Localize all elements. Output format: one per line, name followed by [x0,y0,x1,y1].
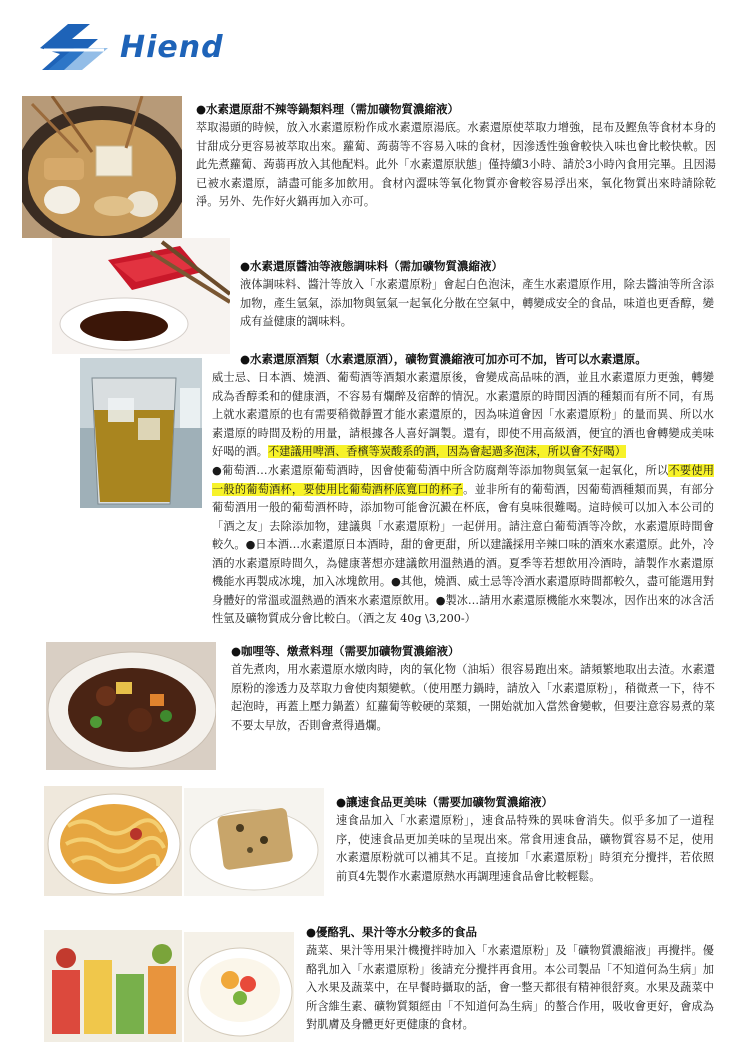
oden-pot-image [22,96,182,238]
section-body-stew: 首先煮肉，用水素還原水燉肉時，肉的氧化物（油垢）很容易跑出來。請頻繁地取出去渣。水素還原粉的滲透力及萃取力會使肉類變軟。（使用壓力鍋時，請放入「水素還原粉」，稍微煮一下，待不起泡時，再蓋上壓力鍋蓋）紅蘿蔔等較硬的菜類，一開始就加入當然會變軟，但要注意容易煮的菜不要太早放，否則會煮得過爛。 [231,663,715,732]
section-title-oden: ●水素還原甜不辣等鍋類料理（需加礦物質濃縮液） [196,102,460,116]
section-title-instant-food: ●讓速食品更美味（需要加礦物質濃縮液） [336,795,554,809]
hiend-logo [34,20,254,80]
alcohol-highlight-carbonated: 不建議用啤酒、香檳等炭酸系的酒，因為會起過多泡沫，所以會不好喝） [267,445,626,458]
yogurt-fruit-image [184,932,294,1042]
brand-name: Hiend [120,30,224,65]
sashimi-soy-sauce-image [52,238,230,354]
section-body-yogurt-juice: 蔬菜、果汁等用果汁機攪拌時加入「水素還原粉」及「礦物質濃縮液」再攪拌。優酪乳加入「水素還原粉」後請充分攪拌再食用。本公司製品「不知道何為生病」加入水果及蔬菜中，在早餐時攝取的話，會一整天都很有精神很舒爽。水果及蔬菜中所含維生素、礦物質類經由「不知道何為生病」的螯合作用，吸收會更好，會成為對肌膚及身體更好更健康的食材。 [306,944,714,1031]
stew-bowl-image [46,642,216,770]
alcohol-text-2: ●葡萄酒…水素還原葡萄酒時，因會使葡萄酒中所含防腐劑等添加物與氫氣一起氧化，所以 [212,464,669,477]
alcohol-highlight-wine-glass: 不要使用一般的葡萄酒杯，要使用比葡萄酒杯底寬口的杯子 [212,464,714,496]
alcohol-text-3: 。並非所有的葡萄酒，因葡萄酒種類而異，有部分葡萄酒用一般的葡萄酒杯時，添加物可能會沉澱在杯底，會有臭味很難喝。這時候可以加入本公司的「酒之友」去除添加物，建議與「水素還原粉」一起併用。請注意白葡萄酒等冷飲，水素還原時間會較久。●日本酒…水素還原日本酒時，甜的會更甜，所以建議採用辛辣口味的酒來水素還原。此外，冷酒的水素還原時間久，為健康著想亦建議飲用溫熱過的酒。夏季等若想飲用冷酒時，請製作水素還原機能水再製成冰塊，加入冰塊飲用。●其他，燒酒、威士忌等冷酒水素還原時間都較久，盡可能選用對身體好的常溫或溫熱過的酒來水素還原飲用。●製冰…請用水素還原機能水來製冰，因作出來的冰含活性氫及礦物質成分會比較白。（酒之友 40g \3,200-） [212,482,715,625]
section-body-alcohol-continued [212,462,714,629]
instant-food-block-image [184,788,324,896]
section-title-soy-sauce: ●水素還原醬油等液態調味料（需加礦物質濃縮液） [240,259,504,273]
section-title-yogurt-juice: ●優酪乳、果汁等水分較多的食品 [306,925,478,939]
section-body-alcohol [212,369,714,462]
section-body-soy-sauce: 液体調味料、醬汁等放入「水素還原粉」會起白色泡沫，產生水素還原作用，除去醬油等所含添加物，產生氫氣，添加物與氫氣一起氧化分散在空氣中，轉變成安全的食品，味道也更香醇，變成有益健康的調味料。 [240,278,714,328]
instant-noodles-image [44,786,182,896]
hiend-logo-mark [34,20,114,78]
section-title-stew: ●咖哩等、燉煮料理（需要加礦物質濃縮液） [231,644,460,658]
juices-image [44,930,182,1042]
section-body-oden: 萃取湯頭的時候，放入水素還原粉作成水素還原湯底。水素還原使萃取力增強，昆布及鰹魚等食材本身的甘甜成分更容易被萃取出來。蘿蔔、蒟蒻等不容易入味的食材，因滲透性強會較快入味也會比較快軟。因此先煮蘿蔔、蒟蒻再放入其他配料。此外「水素還原狀態」僅持續3小時、請於3小時內食用完畢。且因湯已被水素還原，請盡可能多加飲用。食材內澀味等氧化物質亦會較容易浮出來，氧化物質出來時請除乾淨。另外、先作好火鍋再加入亦可。 [196,121,716,208]
alcohol-text-1: 威士忌、日本酒、燒酒、葡萄酒等酒類水素還原後，會變成高品味的酒，並且水素還原力更強，轉變成為香醇柔和的健康酒，不容易有爛醉及宿醉的情況。水素還原的時間因酒的種類而有所不同，有馬上就水素還原的也有需要稍微靜置才能水素還原的，因為味道會因「水素還原粉」的量而異、所以水素還原的時間及粉的用量，請根據各人喜好調製。還有，即使不用高級酒，便宜的酒也會轉變成美味好喝的酒。 [212,371,714,458]
whisky-glass-image [80,358,202,508]
section-body-instant-food: 速食品加入「水素還原粉」，速食品特殊的異味會消失。似乎多加了一道程序，使速食品更加美味的呈現出來。常食用速食品，礦物質容易不足，使用水素還原粉就可以補其不足。直接加「水素還原粉」時須充分攪拌，若依照前頁4先製作水素還原熱水再調理速食品會比較輕鬆。 [336,814,714,883]
section-title-alcohol: ●水素還原酒類（水素還原酒），礦物質濃縮液可加亦可不加，皆可以水素還原。 [240,352,647,366]
